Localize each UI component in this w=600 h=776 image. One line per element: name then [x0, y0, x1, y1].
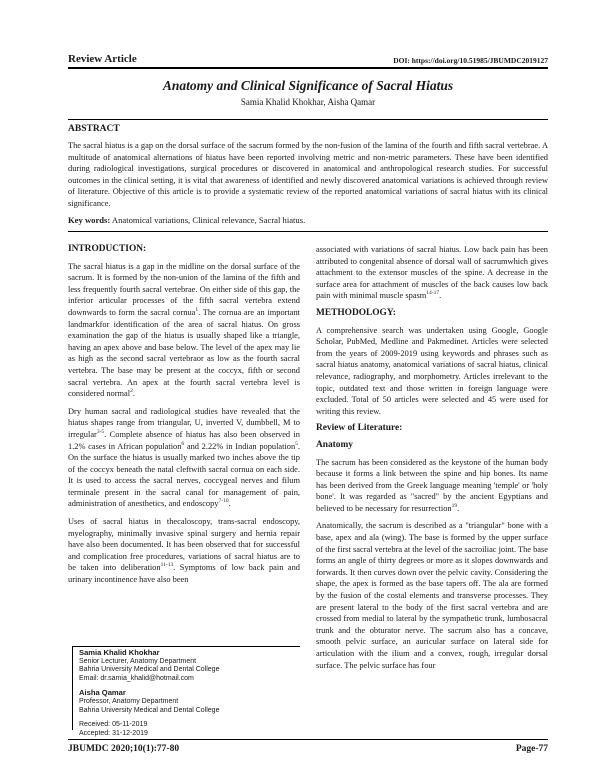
article-title: Anatomy and Clinical Significance of Sacral Hiatus: [162, 78, 454, 93]
citation: 14-17: [426, 290, 440, 297]
anatomy-heading: Anatomy: [316, 439, 353, 450]
author1-institution: Bahria University Medical and Dental College: [79, 666, 220, 674]
anatomy-paragraph-2: Anatomically, the sacrum is described as a "triangular" bone with a base, apex and ala (wing). The base is formed by the upper surface of the first sacral vertebra at the level of the sacroiliac joint. The base forms an angle of thirty degrees or more as it slopes downwards and forwards. It then curves down over the pelvic cavity. Considering the shape, the apex is formed as the base tapers off. The ala are formed by the fusion of the costal elements and transverse processes. They are present lateral to the body of the first sacral vertebra and are crossed from medial to lateral by the sympathetic trunk, lumbosacral trunk and the obturator nerve. The sacrum also has a concave, smooth pelvic surface, an auricular surface on lateral side for articulation with the ilium and a convex, rough, irregular dorsal surface. The pelvic surface has four: [316, 521, 548, 670]
received-date: Received: 05-11-2019: [79, 721, 148, 729]
abstract-heading: ABSTRACT: [68, 124, 120, 134]
intro-p2-text: Dry human sacral and radiological studies have revealed that the hiatus shapes range from triangular, U, inverted V, dumbbell, M to irregular: [68, 406, 300, 439]
citation: 1: [195, 307, 199, 314]
intro-paragraph-1: [68, 261, 300, 400]
anatomy-p1-text: The sacrum has been considered as the keystone of the human body because it forms a link between the spine and hip bones. Its name has been derived from the Greek language meaning 'temple' or 'holy bone'. It was regarded as "sacred" by the ancient Egyptians and believed to be necessary for resurrection: [316, 457, 548, 513]
keywords: [68, 215, 548, 225]
citation: 5: [295, 440, 298, 447]
methodology-heading: METHODOLOGY:: [316, 307, 396, 318]
keywords-rule: [68, 231, 548, 232]
intro-continued-end: .: [439, 291, 442, 301]
citation: 2: [130, 388, 133, 395]
journal-citation: JBUMDC 2020;10(1):77-80: [68, 744, 180, 754]
intro-p2-text-c: and 2.22% in Indian population: [184, 441, 296, 451]
right-column: [316, 244, 548, 677]
header-rule: [68, 67, 548, 69]
review-heading: Review of Literature:: [316, 423, 403, 434]
article-type: Review Article: [68, 53, 137, 65]
running-header: [68, 49, 548, 65]
intro-p1-text: The sacral hiatus is a gap in the midline on the dorsal surface of the sacrum. It is formed by the non-union of the lamina of the fifth and less frequently fourth sacral vertebrae. On either side of this gap, the inferior articular processes of the fifth sacral vertebra extend downwards to form the sacral cornua: [68, 261, 300, 317]
intro-p2-text-d: . On the surface the hiatus is usually marked two inches above the tip of the coccyx beneath the natal cleftwith sacral cornua on each side. It is used to access the sacral nerves, coccygeal nerves and filum terminale present in the sacral canal for management of pain, administration of anesthetics, and endoscopy: [68, 441, 300, 509]
footer-rule: [68, 739, 548, 740]
author1-position: Senior Lecturer, Anatomy Department: [79, 657, 197, 665]
anatomy-paragraph-1: [316, 457, 548, 515]
anatomy-p1-end: .: [457, 503, 460, 513]
intro-p2-end: .: [228, 499, 231, 509]
citation: 11-13: [160, 562, 174, 569]
keywords-list: Anatomical variations, Clinical relevance, Sacral hiatus.: [110, 215, 306, 225]
author1-name: Samia Khalid Khokhar: [79, 648, 160, 657]
author-list: Samia Khalid Khokhar, Aisha Qamar: [240, 97, 376, 107]
correspondence-box: [72, 646, 300, 737]
keywords-label: Key words:: [68, 215, 111, 225]
intro-paragraph-3: [68, 516, 300, 586]
intro-continued-paragraph: [316, 244, 548, 302]
accepted-date: Accepted: 31-12-2019: [79, 729, 148, 737]
introduction-heading: INTRODUCTION:: [68, 244, 147, 254]
citation: 7-10: [218, 498, 229, 505]
author2-institution: Bahria University Medical and Dental College: [79, 706, 220, 714]
doi-link[interactable]: DOI: https://doi.org/10.51985/JBUMDC2019127: [393, 56, 548, 65]
intro-p3-text: Uses of sacral hiatus in thecaloscopy, trans-sacral endoscopy, myelography, minimally invasive spinal surgery and hernia repair have also been documented. It has been observed that for successful and complication free procedures, variations of sacral hiatus are to be taken into deliberation: [68, 517, 300, 573]
author2-position: Professor, Anatomy Department: [79, 697, 179, 705]
page-number: Page-77: [515, 744, 548, 754]
intro-p1-end: .: [132, 389, 135, 399]
citation: 19: [451, 503, 458, 510]
intro-p3-text-b: . Symptoms of low back pain and urinary incontinence have also been: [68, 563, 300, 585]
author1-email[interactable]: Email: dr.samia_khalid@hotmail.com: [79, 674, 194, 682]
intro-continued-text: associated with variations of sacral hiatus. Low back pain has been attributed to congenital absence of dorsal wall of sacrumwhich gives attachment to the extensor muscles of the spine. A decrease in the surface area for attachment of muscles of the back causes low back pain with minimal muscle spasm: [316, 245, 548, 301]
citation: 6: [181, 440, 185, 447]
intro-paragraph-2: [68, 406, 300, 510]
intro-p2-text-b: . Complete absence of hiatus has also been observed in 1.2% cases in African population: [68, 429, 300, 451]
methodology-paragraph: A comprehensive search was undertaken using Google, Google Scholar, PubMed, Medline and Pakmedinet. Articles were selected from the years of 2009-2019 using keywords and phrases such as sacral hiatus anatomy, anatomical variations of sacral hiatus, clinical relevance, radiography, and morphometry. Articles irrelevant to the topic, outdated text and those written in foreign language were excluded. Total of 50 articles were selected and 45 were used for writing this review.: [316, 325, 548, 416]
left-column: [68, 244, 300, 592]
abstract-text: The sacral hiatus is a gap on the dorsal surface of the sacrum formed by the non-fusion of the lamina of the fourth and fifth sacral vertebrae. A multitude of anatomical alternations of hiatus have been reported involving metric and non-metric parameters. These have been identified during radiological investigations, surgical procedures or discovered in anatomical and anthropological research studies. For successful outcomes in the clinical setting, it is vital that awareness of identified and newly discovered anatomical variations is achieved through review of literature. Objective of this article is to provide a systematic review of the reported anatomical variations of sacral hiatus with its clinical significance.: [68, 141, 548, 208]
intro-p1-text-b: . The cornua are an important landmarkfor identification of the area of sacral hiatus. On gross examination the gap of the hiatus is usually shaped like a triangle, having an apex above and base below. The level of the apex may lie as high as the second sacral vertebraor as low as the fourth sacral vertebra. The base may be present at the coccyx, fifth or second sacral vertebra. An apex at the fourth sacral vertebra level is considered normal: [68, 307, 300, 399]
author2-name: Aisha Qamar: [79, 688, 126, 698]
abstract-rule: [68, 119, 548, 120]
citation: 3-5: [96, 429, 105, 436]
page-footer: [68, 744, 548, 754]
